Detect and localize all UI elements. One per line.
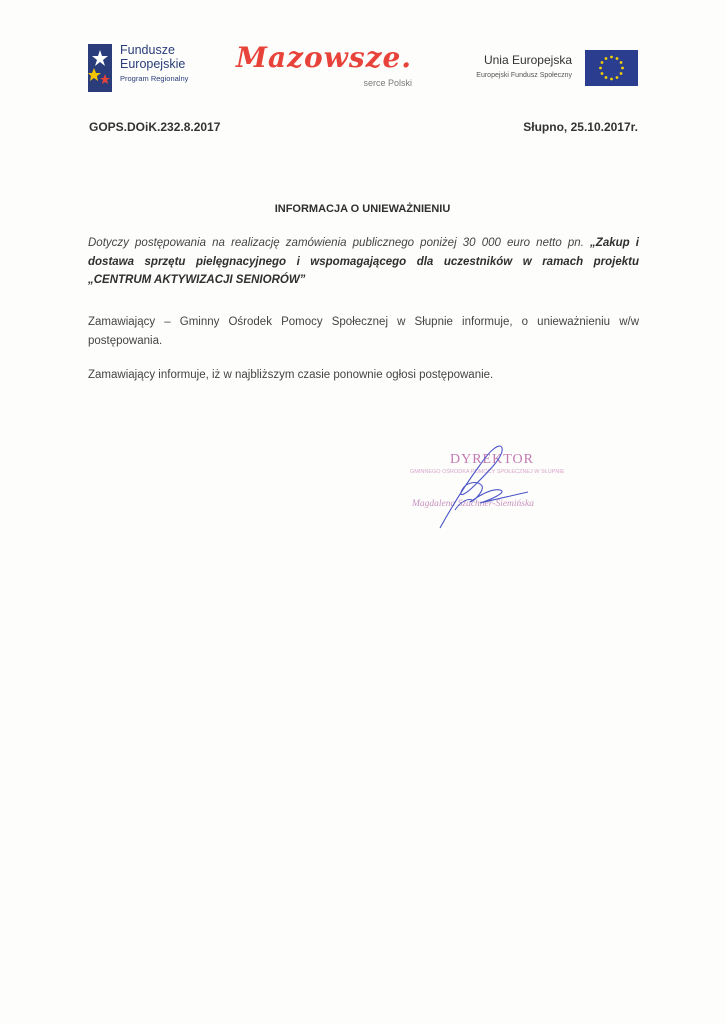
handwritten-signature (420, 440, 530, 535)
ue-logo-line2: Europejski Fundusz Społeczny (476, 72, 572, 79)
stamp-institution: GMINNEGO OŚRODKA POMOCY SPOŁECZNEJ W SŁUPNIE (410, 469, 565, 475)
eu-flag-star (621, 67, 624, 70)
mazowsze-tagline: serce Polski (363, 78, 412, 88)
mazowsze-logo (236, 41, 426, 88)
fe-logo-line3: Program Regionalny (120, 73, 189, 83)
eu-flag-icon (585, 50, 638, 86)
eu-flag-star (601, 61, 604, 64)
fe-logo-line2: Europejskie (120, 56, 186, 71)
eu-flag-star (616, 57, 619, 60)
document-title: INFORMACJA O UNIEWAŻNIENIU (274, 203, 451, 215)
eu-funds-star-icon (88, 44, 112, 92)
fe-logo-line1: Fundusze (120, 43, 175, 57)
eu-flag-star (620, 61, 623, 64)
paragraph-reannounce: Zamawiający informuje, iż w najbliższym czasie ponownie ogłosi postępowanie. (88, 369, 494, 381)
subject-intro: Dotyczy postępowania na realizację zamówienia publicznego poniżej 30 000 euro netto pn. (88, 237, 591, 249)
subject-bold: „Zakup i dostawa sprzętu pielęgnacyjnego i wspomagającego dla uczestników w ramach projektu „CENTRUM AKTYWIZACJI SENIORÓW” (88, 237, 639, 286)
stamp-name: Magdalena Szachner-Siemińska (412, 499, 534, 509)
eu-flag-star (616, 76, 619, 79)
unia-europejska-logo-text (456, 53, 572, 79)
fundusze-europejskie-logo (88, 44, 188, 92)
eu-flag-star (605, 76, 608, 79)
eu-flag-star (620, 72, 623, 75)
eu-flag-star (601, 72, 604, 75)
eu-flag-star (599, 67, 602, 70)
paragraph-annulment: Zamawiający – Gminny Ośrodek Pomocy Społecznej w Słupnie informuje, o unieważnieniu w/w postępowania. (88, 316, 639, 347)
document-reference-number: GOPS.DOiK.232.8.2017 (89, 120, 221, 134)
eu-flag-star (610, 56, 613, 59)
document-place-date: Słupno, 25.10.2017r. (523, 120, 638, 134)
mazowsze-wordmark: Mazowsze. (236, 41, 413, 74)
eu-flag-star (610, 78, 613, 81)
eu-flag-star (605, 57, 608, 60)
ue-logo-line1: Unia Europejska (483, 53, 572, 67)
document-subject (88, 234, 639, 290)
stamp-title: DYREKTOR (450, 452, 534, 467)
